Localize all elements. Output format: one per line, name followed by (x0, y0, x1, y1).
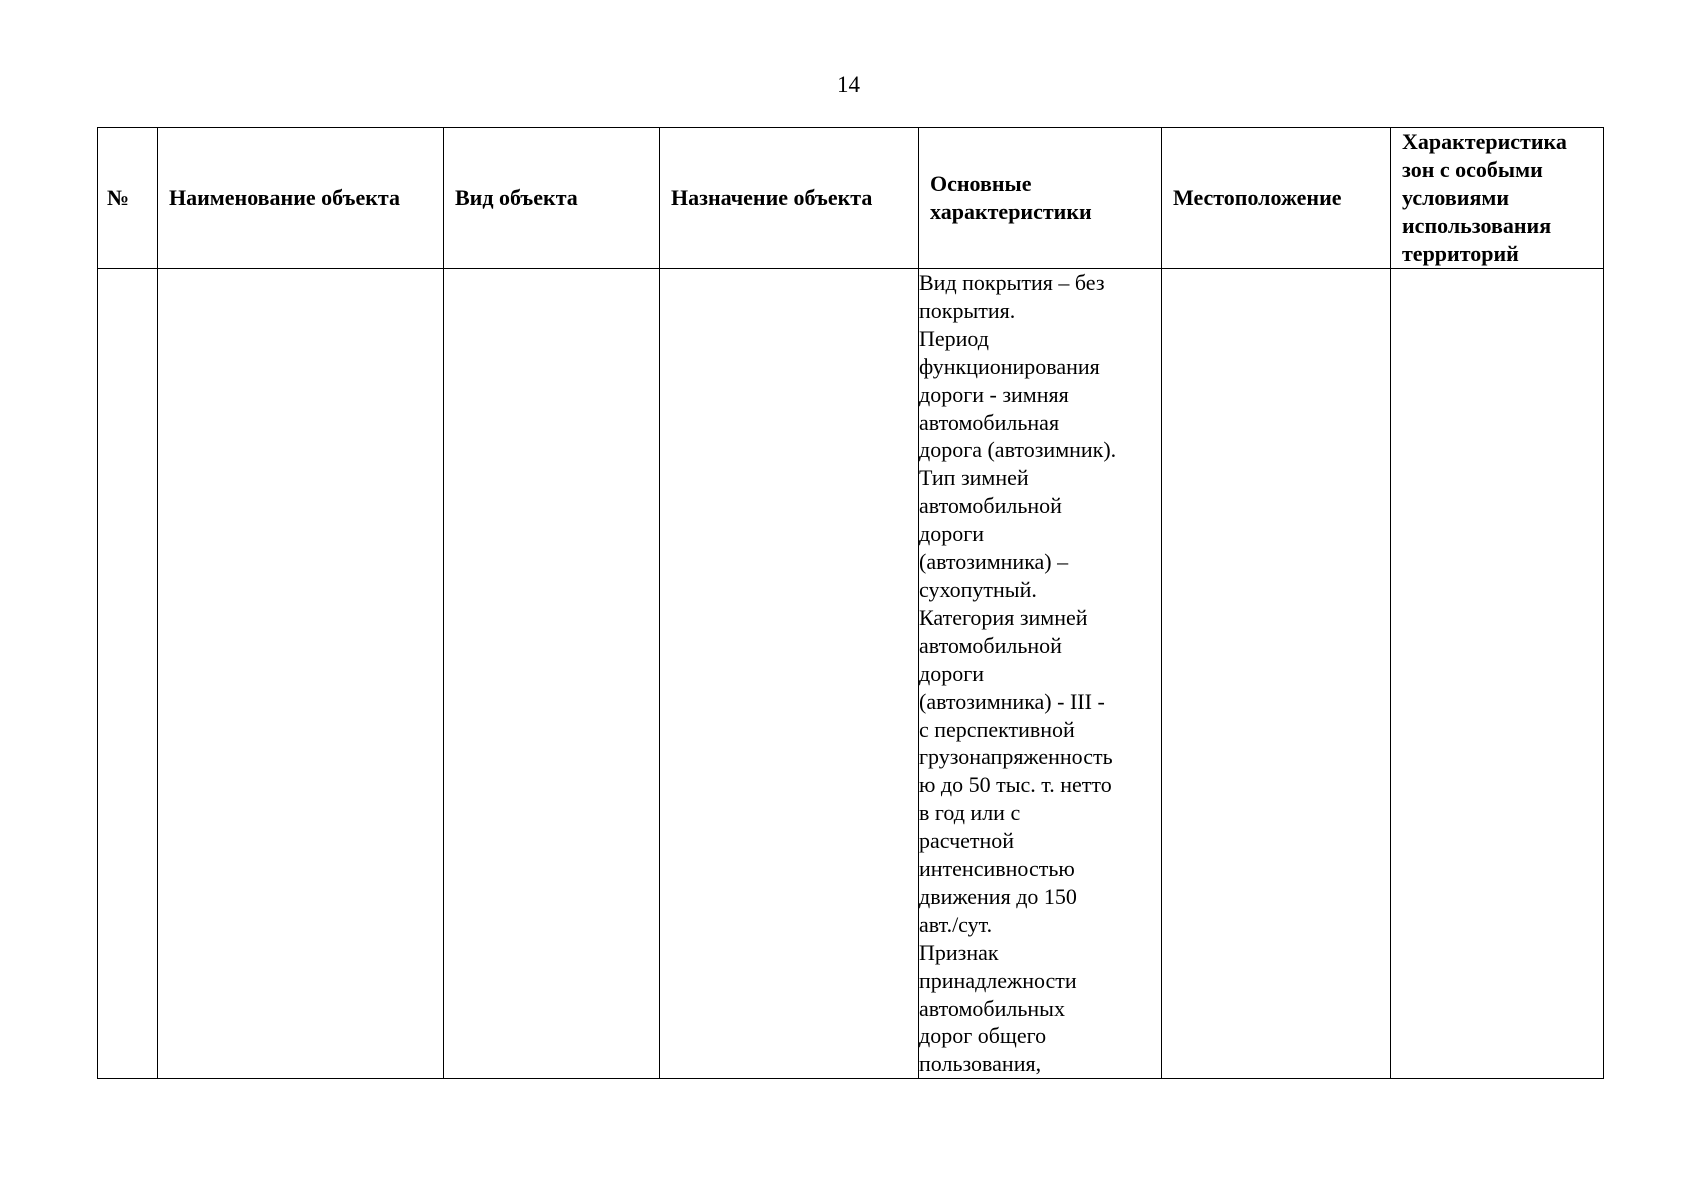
cell-number (98, 269, 158, 1079)
characteristics-line: Тип зимней (919, 465, 1029, 491)
header-zones-characteristics: Характеристика зон с особыми условиями использования территорий (1391, 128, 1604, 269)
characteristics-line: дороги (919, 521, 984, 547)
cell-object-name (158, 269, 444, 1079)
characteristics-line: (автозимника) - III - (919, 688, 1105, 714)
characteristics-line: движения до 150 (919, 883, 1077, 909)
characteristics-line: дорог общего (919, 1023, 1047, 1049)
header-number: № (98, 128, 158, 269)
characteristics-line: дороги - зимняя (919, 381, 1069, 407)
objects-table (97, 127, 1604, 1079)
characteristics-line: Вид покрытия – без (919, 270, 1105, 295)
header-object-purpose: Назначение объекта (660, 128, 919, 269)
cell-main-characteristics (919, 269, 1162, 1079)
header-main-characteristics: Основные характеристики (919, 128, 1162, 269)
characteristics-line: авт./сут. (919, 911, 993, 937)
characteristics-line: автомобильной (919, 632, 1062, 658)
characteristics-line: сухопутный. (919, 576, 1037, 602)
characteristics-line: интенсивностью (919, 856, 1075, 882)
header-object-name: Наименование объекта (158, 128, 444, 269)
characteristics-line: в год или с (919, 800, 1021, 826)
cell-zones-characteristics (1391, 269, 1604, 1079)
characteristics-line: пользования, (919, 1051, 1042, 1077)
cell-object-type (444, 269, 660, 1079)
characteristics-line: дорога (автозимник). (919, 437, 1117, 463)
characteristics-line: дороги (919, 660, 984, 686)
characteristics-line: автомобильных (919, 995, 1065, 1021)
characteristics-line: автомобильная (919, 409, 1060, 435)
characteristics-line: с перспективной (919, 716, 1075, 742)
characteristics-line: (автозимника) – (919, 549, 1069, 575)
characteristics-line: функционирования (919, 353, 1100, 379)
characteristics-line: автомобильной (919, 493, 1062, 519)
characteristics-line: грузонапряженность (919, 744, 1113, 770)
characteristics-line: покрытия. (919, 297, 1016, 323)
characteristics-line: Период (919, 325, 989, 351)
characteristics-line: ю до 50 тыс. т. нетто (919, 772, 1112, 798)
characteristics-line: Категория зимней (919, 604, 1088, 630)
page-number: 14 (837, 72, 860, 97)
header-object-type: Вид объекта (444, 128, 660, 269)
cell-location (1162, 269, 1391, 1079)
table-row (98, 269, 1604, 1079)
cell-object-purpose (660, 269, 919, 1079)
characteristics-line: принадлежности (919, 967, 1077, 993)
header-location: Местоположение (1162, 128, 1391, 269)
table-header-row (98, 128, 1604, 269)
characteristics-line: Признак (919, 939, 999, 965)
characteristics-line: расчетной (919, 828, 1015, 854)
